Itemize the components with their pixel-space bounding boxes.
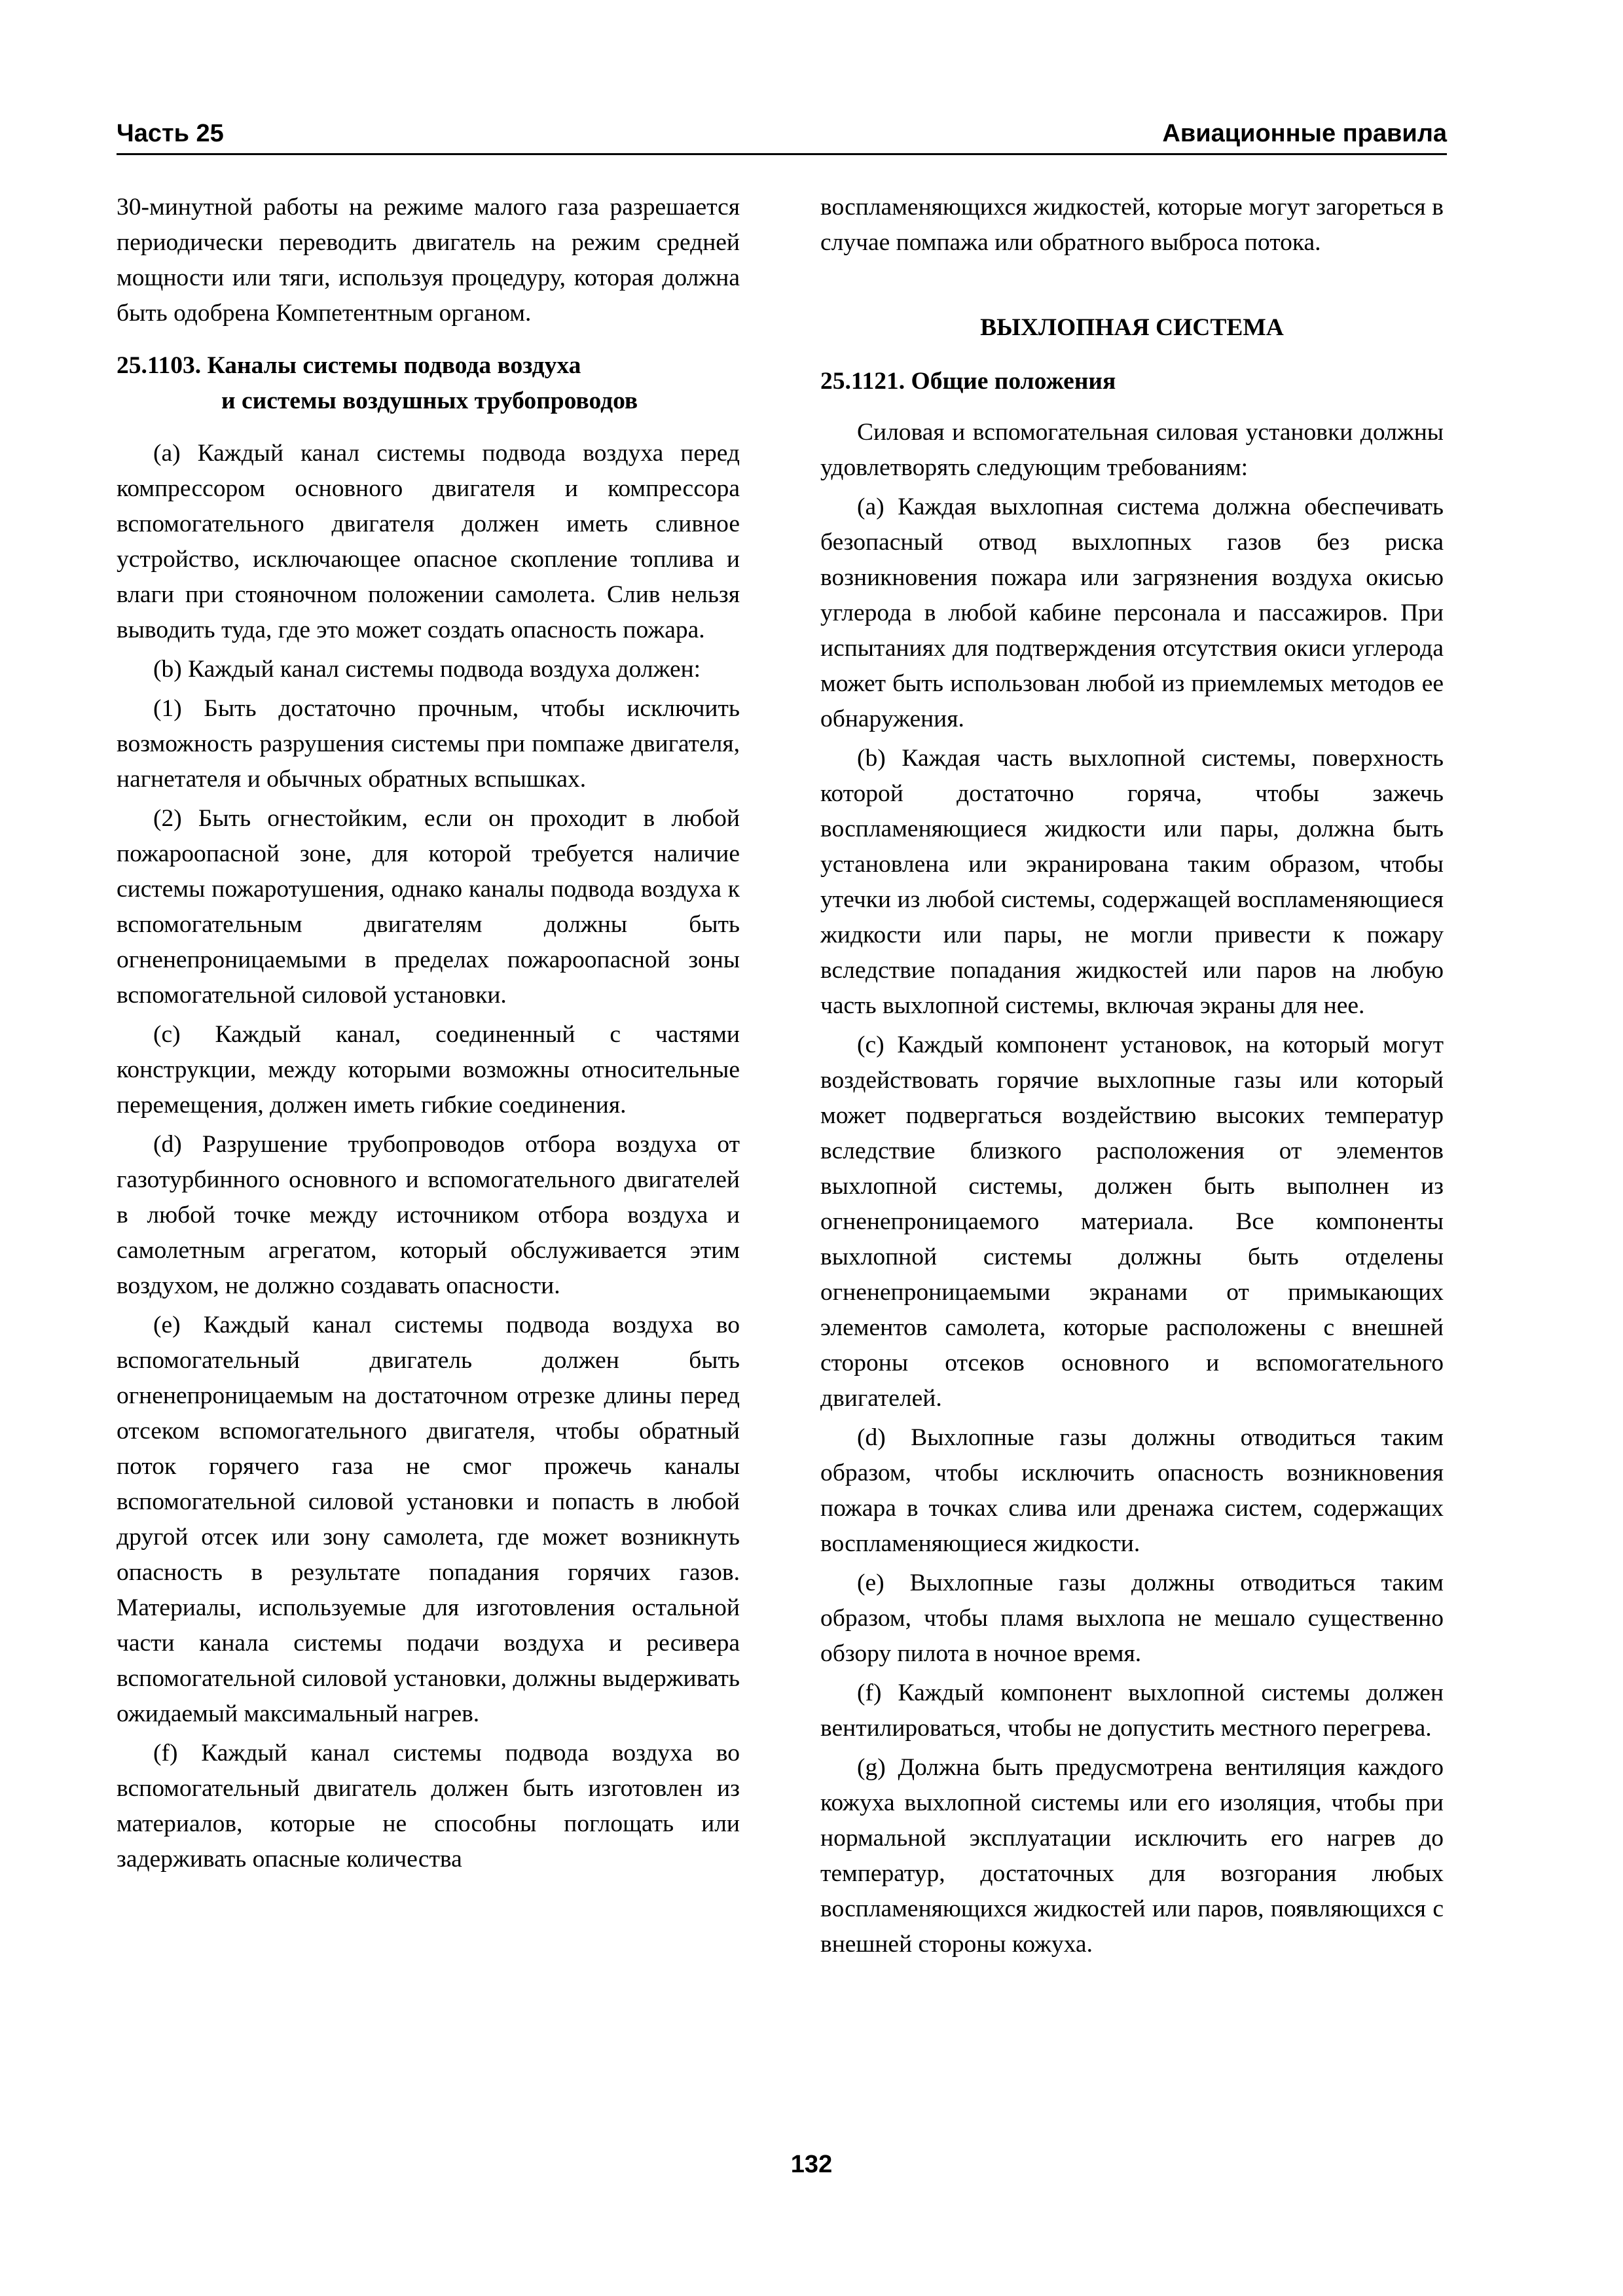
header-part-label: Часть 25 [117, 120, 224, 147]
running-header [117, 110, 1447, 155]
paragraph-1121-f: (f) Каждый компонент выхлопной системы должен вентилироваться, чтобы не допустить местного перегрева. [820, 1679, 1444, 1742]
paragraph-b-1: (1) Быть достаточно прочным, чтобы исключить возможность разрушения системы при помпаже двигателя, нагнетателя и обычных обратных вспышках. [117, 695, 740, 793]
paragraph-d: (d) Разрушение трубопроводов отбора воздуха от газотурбинного основного и вспомогательного двигателей в любой точке между источником отбора воздуха и самолетным агрегатом, который обслуживается этим воздухом, не должно создавать опасности. [117, 1131, 740, 1299]
header-document-title: Авиационные правила [1162, 120, 1447, 147]
continuation-paragraph: воспламеняющихся жидкостей, которые могут загореться в случае помпажа или обратного выброса потока. [820, 194, 1444, 256]
left-column [117, 190, 740, 1877]
paragraph-intro-1121: Силовая и вспомогательная силовая установки должны удовлетворять следующим требованиям: [820, 419, 1444, 481]
section-title-line-1: 25.1103. Каналы системы подвода воздуха [117, 352, 581, 379]
paragraph-1121-c: (c) Каждый компонент установок, на который могут воздействовать горячие выхлопные газы или который может подвергаться воздействию высоких температур вследствие близкого расположения от элементов выхлопной системы, должен быть выполнен из огненепроницаемого материала. Все компоненты выхлопной системы должны быть отделены огненепроницаемыми экранами от примыкающих элементов самолета, которые расположены с внешней стороны отсеков основного и вспомогательного двигателей. [820, 1031, 1444, 1412]
paragraph-c: (c) Каждый канал, соединенный с частями конструкции, между которыми возможны относительные перемещения, должен иметь гибкие соединения. [117, 1021, 740, 1119]
paragraph-1121-d: (d) Выхлопные газы должны отводиться таким образом, чтобы исключить опасность возникновения пожара в точках слива или дренажа систем, содержащих воспламеняющиеся жидкости. [820, 1424, 1444, 1557]
paragraph-f: (f) Каждый канал системы подвода воздуха во вспомогательный двигатель должен быть изготовлен из материалов, которые не способны поглощать или задерживать опасные количества [117, 1740, 740, 1873]
paragraph-1121-b: (b) Каждая часть выхлопной системы, поверхность которой достаточно горяча, чтобы зажечь воспламеняющиеся жидкости или пары, должна быть установлена или экранирована таким образом, чтобы утечки из любой системы, содержащей воспламеняющиеся жидкости или пары, не могли привести к пожару вследствие попадания жидкостей или паров на любую часть выхлопной системы, включая экраны для нее. [820, 745, 1444, 1019]
right-column [820, 190, 1444, 1962]
paragraph-a: (a) Каждый канал системы подвода воздуха перед компрессором основного двигателя и компрессора вспомогательного двигателя должен иметь сливное устройство, исключающее опасное скопление топлива и влаги при стояночном положении самолета. Слив нельзя выводить туда, где это может создать опасность пожара. [117, 440, 740, 643]
page-number: 132 [790, 2151, 833, 2178]
section-title-25-1121: 25.1121. Общие положения [820, 368, 1116, 395]
paragraph-e: (e) Каждый канал системы подвода воздуха во вспомогательный двигатель должен быть огненепроницаемым на достаточном отрезке длины перед отсеком вспомогательного двигателя, чтобы обратный поток горячего газа не смог прожечь каналы вспомогательной силовой установки и попасть в любой другой отсек или зону самолета, где может возникнуть опасность в результате попадания горячих газов. Материалы, используемые для изготовления остальной части канала системы подачи воздуха и ресивера вспомогательной силовой установки, должны выдерживать ожидаемый максимальный нагрев. [117, 1312, 740, 1727]
paragraph-b-2: (2) Быть огнестойким, если он проходит в любой пожароопасной зоне, для которой требуется наличие системы пожаротушения, однако каналы подвода воздуха к вспомогательным двигателям должны быть огненепроницаемыми в пределах пожароопасной зоны вспомогательной силовой установки. [117, 805, 740, 1009]
paragraph-b: (b) Каждый канал системы подвода воздуха должен: [153, 656, 701, 683]
heading-exhaust-system: ВЫХЛОПНАЯ СИСТЕМА [980, 314, 1284, 341]
paragraph-1121-e: (e) Выхлопные газы должны отводиться таким образом, чтобы пламя выхлопа не мешало существенно обзору пилота в ночное время. [820, 1570, 1444, 1667]
section-title-25-1103 [117, 348, 740, 419]
paragraph-1121-a: (a) Каждая выхлопная система должна обеспечивать безопасный отвод выхлопных газов без риска возникновения пожара или загрязнения воздуха окисью углерода в любой кабине персонала и пассажиров. При испытаниях для подтверждения отсутствия окиси углерода может быть использован любой из приемлемых методов ее обнаружения. [820, 493, 1444, 732]
paragraph-1121-g: (g) Должна быть предусмотрена вентиляция каждого кожуха выхлопной системы или его изоляция, чтобы при нормальной эксплуатации исключить его нагрев до температур, достаточных для возгорания любых воспламеняющихся жидкостей или паров, появляющихся с внешней стороны кожуха. [820, 1754, 1444, 1958]
intro-paragraph: 30-минутной работы на режиме малого газа разрешается периодически переводить двигатель на режим средней мощности или тяги, используя процедуру, которая должна быть одобрена Компетентным органом. [117, 194, 740, 327]
section-title-line-2: и системы воздушных трубопроводов [221, 387, 638, 414]
